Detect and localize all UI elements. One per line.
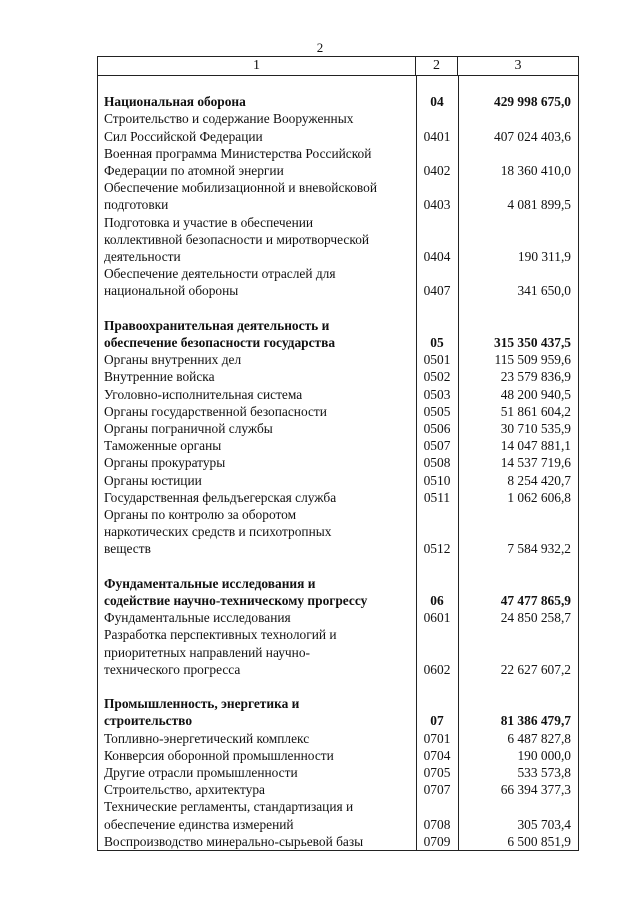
- item-name-line: Фундаментальные исследования и: [104, 575, 316, 591]
- item-amount: 190 311,9: [517, 249, 571, 265]
- table-row: [98, 265, 578, 299]
- item-amount: 6 487 827,8: [507, 730, 571, 746]
- item-amount: 341 650,0: [517, 283, 571, 299]
- item-amount: 24 850 258,7: [500, 610, 571, 626]
- item-name-line: наркотических средств и психотропных: [104, 524, 332, 540]
- item-name-cell: [98, 93, 416, 110]
- item-code: 0506: [423, 421, 451, 437]
- item-name-line: приоритетных направлений научно-: [104, 644, 310, 660]
- item-amount-cell: [458, 764, 578, 781]
- item-name-cell: [98, 145, 416, 179]
- table-row: [98, 179, 578, 213]
- item-amount: 6 500 851,9: [507, 833, 571, 849]
- item-name-line: обеспечение безопасности государства: [104, 335, 336, 351]
- item-name-line: Воспроизводство минерально-сырьевой базы: [104, 833, 364, 849]
- item-name-cell: [98, 833, 416, 850]
- item-code-cell: [416, 575, 458, 609]
- item-amount-cell: [458, 179, 578, 213]
- item-code-cell: [416, 403, 458, 420]
- item-amount: 81 386 479,7: [500, 713, 571, 729]
- header-col-2: 2: [416, 57, 458, 75]
- item-name-line: Конверсия оборонной промышленности: [104, 747, 334, 763]
- table-row: [98, 437, 578, 454]
- item-name-line: Обеспечение мобилизационной и вневойсковой: [104, 180, 377, 196]
- table-row: [98, 747, 578, 764]
- section-spacer: [98, 76, 578, 93]
- item-name-line: Разработка перспективных технологий и: [104, 627, 337, 643]
- item-name-cell: [98, 575, 416, 609]
- item-code: 0510: [423, 472, 451, 488]
- table-row: [98, 351, 578, 368]
- item-code: 0705: [423, 765, 451, 781]
- item-amount: 315 350 437,5: [494, 335, 571, 351]
- header-col-1: 1: [98, 57, 416, 75]
- item-name-line: Таможенные органы: [104, 438, 222, 454]
- item-amount: 115 509 959,6: [494, 352, 571, 368]
- item-name-cell: [98, 730, 416, 747]
- item-amount-cell: [458, 214, 578, 266]
- item-amount-cell: [458, 575, 578, 609]
- item-code: 0505: [423, 403, 451, 419]
- item-code-cell: [416, 351, 458, 368]
- item-code-cell: [416, 626, 458, 678]
- item-name-line: Военная программа Министерства Российской: [104, 145, 372, 161]
- item-name-line: коллективной безопасности и миротворческой: [104, 231, 370, 247]
- item-amount: 23 579 836,9: [500, 369, 571, 385]
- item-amount-cell: [458, 730, 578, 747]
- item-code-cell: [416, 437, 458, 454]
- table-row: [98, 454, 578, 471]
- item-name-line: Органы по контролю за оборотом: [104, 507, 297, 523]
- item-code: 0501: [423, 352, 451, 368]
- item-code: 0601: [423, 610, 451, 626]
- item-amount: 190 000,0: [517, 747, 571, 763]
- item-code: 0402: [423, 163, 451, 178]
- item-amount-cell: [458, 798, 578, 832]
- item-name-line: Фундаментальные исследования: [104, 610, 291, 626]
- item-name-line: деятельности: [104, 249, 181, 265]
- item-amount: 7 584 932,2: [507, 541, 571, 557]
- item-name-line: Правоохранительная деятельность и: [104, 317, 330, 333]
- item-amount: 51 861 604,2: [500, 403, 571, 419]
- item-name-line: Промышленность, энергетика и: [104, 696, 300, 712]
- item-name-cell: [98, 472, 416, 489]
- item-amount: 407 024 403,6: [494, 128, 571, 144]
- item-code: 04: [430, 94, 444, 110]
- item-code-cell: [416, 454, 458, 471]
- item-amount: 429 998 675,0: [494, 94, 571, 110]
- section-spacer: [98, 558, 578, 575]
- item-code-cell: [416, 145, 458, 179]
- item-name-line: Уголовно-исполнительная система: [104, 386, 303, 402]
- item-amount: 22 627 607,2: [500, 661, 571, 677]
- table-row: [98, 764, 578, 781]
- item-name-cell: [98, 420, 416, 437]
- item-name-cell: [98, 781, 416, 798]
- item-name-line: Технические регламенты, стандартизация и: [104, 799, 354, 815]
- item-code: 07: [430, 713, 444, 729]
- table-row: [98, 145, 578, 179]
- item-amount-cell: [458, 489, 578, 506]
- item-code-cell: [416, 368, 458, 385]
- item-name-line: веществ: [104, 541, 151, 557]
- item-code: 0401: [423, 128, 451, 144]
- item-code-cell: [416, 798, 458, 832]
- item-name-line: обеспечение единства измерений: [104, 816, 294, 832]
- table-row: [98, 472, 578, 489]
- item-name-line: технического прогресса: [104, 661, 241, 677]
- item-code-cell: [416, 764, 458, 781]
- item-amount-cell: [458, 437, 578, 454]
- item-name-cell: [98, 110, 416, 144]
- table-row: [98, 368, 578, 385]
- item-amount: 1 062 606,8: [507, 489, 571, 505]
- table-row: [98, 403, 578, 420]
- item-code-cell: [416, 472, 458, 489]
- item-code: 0502: [423, 369, 451, 385]
- item-amount-cell: [458, 506, 578, 558]
- item-code: 0503: [423, 386, 451, 402]
- item-amount: 8 254 420,7: [507, 472, 571, 488]
- item-name-line: Государственная фельдъегерская служба: [104, 489, 337, 505]
- item-amount-cell: [458, 317, 578, 351]
- item-name-line: Органы пограничной службы: [104, 421, 273, 437]
- item-name-line: Органы юстиции: [104, 472, 202, 488]
- item-code: 0403: [423, 197, 451, 213]
- item-code-cell: [416, 93, 458, 110]
- item-name-cell: [98, 386, 416, 403]
- item-code: 0512: [423, 541, 451, 557]
- item-name-line: Строительство, архитектура: [104, 782, 265, 798]
- table-row: [98, 110, 578, 144]
- item-amount-cell: [458, 351, 578, 368]
- item-name-cell: [98, 437, 416, 454]
- item-code: 0602: [423, 661, 451, 677]
- item-name-cell: [98, 764, 416, 781]
- table-row: [98, 609, 578, 626]
- item-name-line: содействие научно-техническому прогрессу: [104, 593, 368, 609]
- item-name-line: Национальная оборона: [104, 94, 246, 110]
- item-amount: 533 573,8: [517, 765, 571, 781]
- item-name-cell: [98, 798, 416, 832]
- item-code-cell: [416, 506, 458, 558]
- item-amount: 48 200 940,5: [500, 386, 571, 402]
- section-heading-row: [98, 575, 578, 609]
- item-name-cell: [98, 506, 416, 558]
- item-code: 0511: [423, 489, 451, 505]
- item-name-cell: [98, 626, 416, 678]
- item-amount-cell: [458, 403, 578, 420]
- item-amount-cell: [458, 833, 578, 850]
- table-row: [98, 781, 578, 798]
- item-amount-cell: [458, 420, 578, 437]
- table-row: [98, 420, 578, 437]
- item-code: 06: [430, 593, 444, 609]
- item-code-cell: [416, 110, 458, 144]
- item-code-cell: [416, 265, 458, 299]
- table-row: [98, 489, 578, 506]
- item-name-line: строительство: [104, 713, 193, 729]
- item-code: 0701: [423, 730, 451, 746]
- item-name-line: Органы прокуратуры: [104, 455, 226, 471]
- item-name-cell: [98, 747, 416, 764]
- item-amount: 30 710 535,9: [500, 421, 571, 437]
- item-amount-cell: [458, 265, 578, 299]
- item-name-line: Органы государственной безопасности: [104, 403, 327, 419]
- item-code: 0704: [423, 747, 451, 763]
- item-code-cell: [416, 833, 458, 850]
- table-row: [98, 386, 578, 403]
- table-row: [98, 214, 578, 266]
- item-name-line: Органы внутренних дел: [104, 352, 242, 368]
- item-name-cell: [98, 214, 416, 266]
- item-name-line: Строительство и содержание Вооруженных: [104, 111, 354, 127]
- item-code-cell: [416, 386, 458, 403]
- item-name-line: национальной обороны: [104, 283, 239, 299]
- item-amount-cell: [458, 747, 578, 764]
- item-code: 0507: [423, 438, 451, 454]
- item-code-cell: [416, 730, 458, 747]
- item-code-cell: [416, 781, 458, 798]
- item-name-cell: [98, 489, 416, 506]
- item-name-cell: [98, 454, 416, 471]
- item-name-line: Федерации по атомной энергии: [104, 163, 284, 178]
- item-code-cell: [416, 695, 458, 729]
- item-amount: 4 081 899,5: [507, 197, 571, 213]
- item-amount-cell: [458, 454, 578, 471]
- section-heading-row: [98, 317, 578, 351]
- item-name-cell: [98, 265, 416, 299]
- item-code-cell: [416, 214, 458, 266]
- item-amount-cell: [458, 110, 578, 144]
- section-spacer: [98, 300, 578, 317]
- table-row: [98, 730, 578, 747]
- item-code-cell: [416, 317, 458, 351]
- item-amount: 14 047 881,1: [500, 438, 571, 454]
- item-amount-cell: [458, 626, 578, 678]
- page-number: 2: [316, 40, 324, 55]
- item-name-cell: [98, 368, 416, 385]
- item-name-line: подготовки: [104, 197, 169, 213]
- item-name-cell: [98, 609, 416, 626]
- item-name-cell: [98, 179, 416, 213]
- item-amount-cell: [458, 472, 578, 489]
- item-code-cell: [416, 489, 458, 506]
- item-name-line: Другие отрасли промышленности: [104, 765, 298, 781]
- item-name-line: Топливно-энергетический комплекс: [104, 730, 310, 746]
- item-amount: 305 703,4: [517, 816, 571, 832]
- budget-table: [97, 56, 579, 851]
- item-code: 0407: [423, 283, 451, 299]
- item-amount: 18 360 410,0: [500, 163, 571, 178]
- item-code-cell: [416, 747, 458, 764]
- header-col-3: 3: [514, 58, 522, 73]
- item-amount-cell: [458, 93, 578, 110]
- item-name-line: Обеспечение деятельности отраслей для: [104, 266, 336, 282]
- item-name-cell: [98, 351, 416, 368]
- item-code: 0709: [423, 833, 451, 849]
- item-code-cell: [416, 609, 458, 626]
- item-name-cell: [98, 317, 416, 351]
- item-code: 0708: [423, 816, 451, 832]
- section-heading-row: [98, 93, 578, 110]
- item-code-cell: [416, 420, 458, 437]
- section-heading-row: [98, 695, 578, 729]
- item-name-cell: [98, 403, 416, 420]
- item-amount-cell: [458, 695, 578, 729]
- item-name-line: Подготовка и участие в обеспечении: [104, 214, 314, 230]
- table-row: [98, 506, 578, 558]
- item-name-cell: [98, 695, 416, 729]
- item-name-line: Внутренние войска: [104, 369, 215, 385]
- item-code: 0404: [423, 249, 451, 265]
- item-code: 0707: [423, 782, 451, 798]
- item-name-line: Сил Российской Федерации: [104, 128, 263, 144]
- item-amount: 66 394 377,3: [500, 782, 571, 798]
- table-row: [98, 833, 578, 850]
- item-amount-cell: [458, 386, 578, 403]
- table-header-row: [98, 57, 578, 76]
- item-amount-cell: [458, 368, 578, 385]
- section-spacer: [98, 678, 578, 695]
- item-amount-cell: [458, 781, 578, 798]
- item-code: 05: [430, 335, 444, 351]
- item-amount: 14 537 719,6: [500, 455, 571, 471]
- item-amount-cell: [458, 145, 578, 179]
- table-row: [98, 798, 578, 832]
- item-amount-cell: [458, 609, 578, 626]
- item-amount: 47 477 865,9: [500, 593, 571, 609]
- item-code-cell: [416, 179, 458, 213]
- table-row: [98, 626, 578, 678]
- table-body: [98, 76, 578, 850]
- item-code: 0508: [423, 455, 451, 471]
